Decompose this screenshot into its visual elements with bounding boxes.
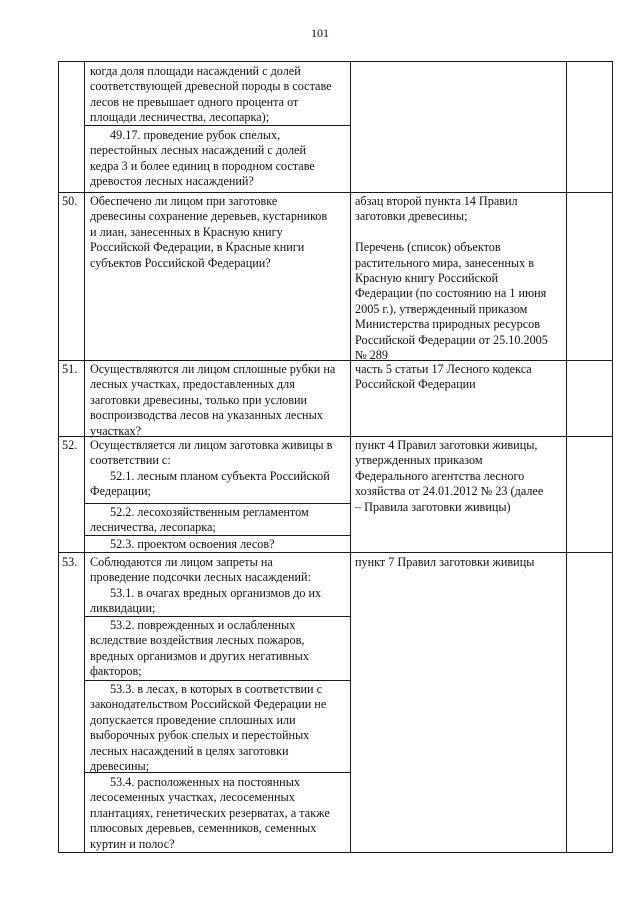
subrow-divider bbox=[84, 503, 351, 504]
reference-text: часть 5 статьи 17 Лесного кодекса Российской Федерации bbox=[355, 362, 532, 392]
question-text: 53.4. расположенных на постоянных лесосеменных участках, лесосеменных плантациях, генетических резерватах, а также плюсовых деревьев, семенников, семенных куртин и полос? bbox=[90, 775, 330, 851]
question-text: Обеспечено ли лицом при заготовке древесины сохранение деревьев, кустарников и лиан, занесенных в Красную книгу Российской Федерации, в Красные книги субъектов Российской Федерации? bbox=[90, 194, 328, 270]
question-text: 52.2. лесохозяйственным регламентом лесничества, лесопарка; bbox=[90, 505, 309, 535]
question-text: 53.3. в лесах, в которых в соответствии с законодательством Российской Федерации не допускается проведение сплошных или выборочных рубок спелых и перестойных лесных насаждений в целях заготовки древесины; bbox=[90, 682, 327, 774]
question-text: Осуществляется ли лицом заготовка живицы в соответствии с: bbox=[90, 438, 333, 468]
row-number: 51. bbox=[62, 362, 78, 376]
row-number: 53. bbox=[62, 555, 78, 569]
question-text: 52.1. лесным планом субъекта Российской Федерации; bbox=[90, 469, 330, 499]
table-top-border bbox=[58, 61, 613, 62]
table-col-divider-1 bbox=[84, 61, 85, 853]
reference-text: пункт 4 Правил заготовки живицы, утвержденных приказом Федерального агентства лесного хозяйства от 24.01.2012 № 23 (далее – Правила заготовки живицы) bbox=[355, 438, 544, 514]
table-left-border bbox=[58, 61, 59, 853]
question-text: 52.3. проектом освоения лесов? bbox=[110, 537, 275, 551]
table-right-border bbox=[612, 61, 613, 853]
table-col-divider-3 bbox=[566, 61, 567, 853]
row-number: 52. bbox=[62, 438, 78, 452]
reference-text: пункт 7 Правил заготовки живицы bbox=[355, 555, 535, 569]
question-text: 49.17. проведение рубок спелых, перестойных лесных насаждений с долей кедра 3 и более единиц в породном составе древостоя лесных насаждений? bbox=[90, 128, 315, 189]
question-text: Осуществляются ли лицом сплошные рубки на лесных участках, предоставленных для заготовки древесины, только при условии воспроизводства лесов на указанных лесных участках? bbox=[90, 362, 336, 438]
question-text: 53.2. поврежденных и ослабленных вследствие воздействия лесных пожаров, вредных организмов и других негативных факторов; bbox=[90, 618, 309, 679]
question-text: Соблюдаются ли лицом запреты на проведение подсочки лесных насаждений: bbox=[90, 555, 311, 585]
subrow-divider bbox=[84, 680, 351, 681]
row-number: 50. bbox=[62, 194, 78, 208]
page-number: 101 bbox=[311, 26, 329, 40]
row-divider-50 bbox=[58, 192, 613, 193]
table-bottom-border bbox=[58, 852, 613, 853]
reference-text: абзац второй пункта 14 Правил заготовки древесины; Перечень (список) объектов растительного мира, занесенных в Красную книгу Российской Федерации (по состоянию на 1 июня 2005 г.), утвержденный приказом Министерства природных ресурсов Российской Федерации от 25.10.2005 № 289 bbox=[355, 194, 548, 363]
question-text: 53.1. в очагах вредных организмов до их ликвидации; bbox=[90, 586, 322, 616]
question-text: когда доля площади насаждений с долей соответствующей древесной породы в составе лесов не превышает одного процента от площади лесничества, лесопарка); bbox=[90, 64, 332, 125]
